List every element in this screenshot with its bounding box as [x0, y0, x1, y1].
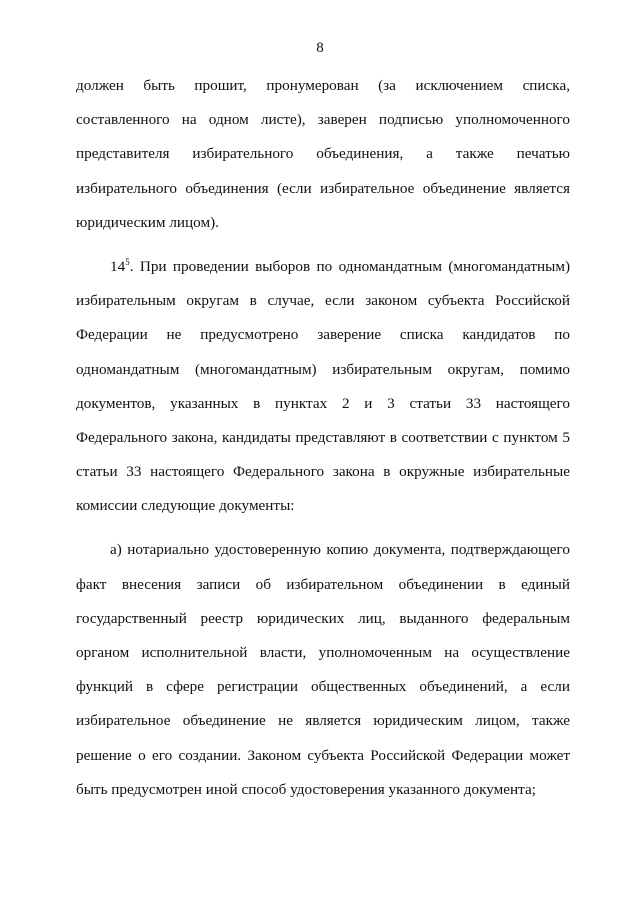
text-line-first [76, 257, 570, 291]
text-line: государственный реестр юридических лиц, выданного федеральным [76, 609, 570, 627]
text-line: органом исполнительной власти, уполномоченным на осуществление [76, 644, 570, 661]
paragraph-subitem-a [76, 540, 570, 814]
text-line: избирательным округам в случае, если законом субъекта Российской [76, 292, 570, 310]
text-line: Федерального закона, кандидаты представляют в соответствии с пунктом 5 [76, 428, 570, 446]
text-line: юридическим лицом). [76, 213, 219, 231]
paragraph-gap [76, 530, 570, 540]
item-superscript: 5 [125, 256, 130, 267]
text-line: представителя избирательного объединения, а также печатью [76, 145, 570, 163]
paragraph-gap [76, 247, 570, 257]
text-line: должен быть прошит, пронумерован (за исключением списка, [76, 77, 570, 94]
text-line: составленного на одном листе), заверен подписью уполномоченного [76, 111, 570, 129]
document-body [76, 76, 570, 814]
first-line-text: . При проведении выборов по одномандатным (многомандатным) [129, 257, 570, 275]
text-line: факт внесения записи об избирательном объединении в единый [76, 575, 570, 593]
text-line: комиссии следующие документы: [76, 497, 295, 515]
paragraph-continuation [76, 76, 570, 247]
text-line-first: а) нотариально удостоверенную копию документа, подтверждающего [110, 541, 570, 559]
text-line: одномандатным (многомандатным) избирательным округам, помимо [76, 360, 570, 378]
text-line: решение о его создании. Законом субъекта Российской Федерации может [76, 746, 570, 764]
page-number: 8 [316, 40, 324, 56]
text-line: избирательное объединение не является юридическим лицом, также [76, 712, 570, 730]
text-line: быть предусмотрен иной способ удостоверения указанного документа; [76, 780, 536, 798]
paragraph-item-14-5 [76, 257, 570, 531]
text-line: Федерации не предусмотрено заверение списка кандидатов по [76, 326, 570, 344]
item-number: 14 [110, 257, 126, 275]
text-line: функций в сфере регистрации общественных объединений, а если [76, 678, 570, 696]
text-line: статьи 33 настоящего Федерального закона в окружные избирательные [76, 463, 570, 481]
text-line: документов, указанных в пунктах 2 и 3 статьи 33 настоящего [76, 394, 570, 412]
text-line: избирательного объединения (если избирательное объединение является [76, 179, 570, 197]
